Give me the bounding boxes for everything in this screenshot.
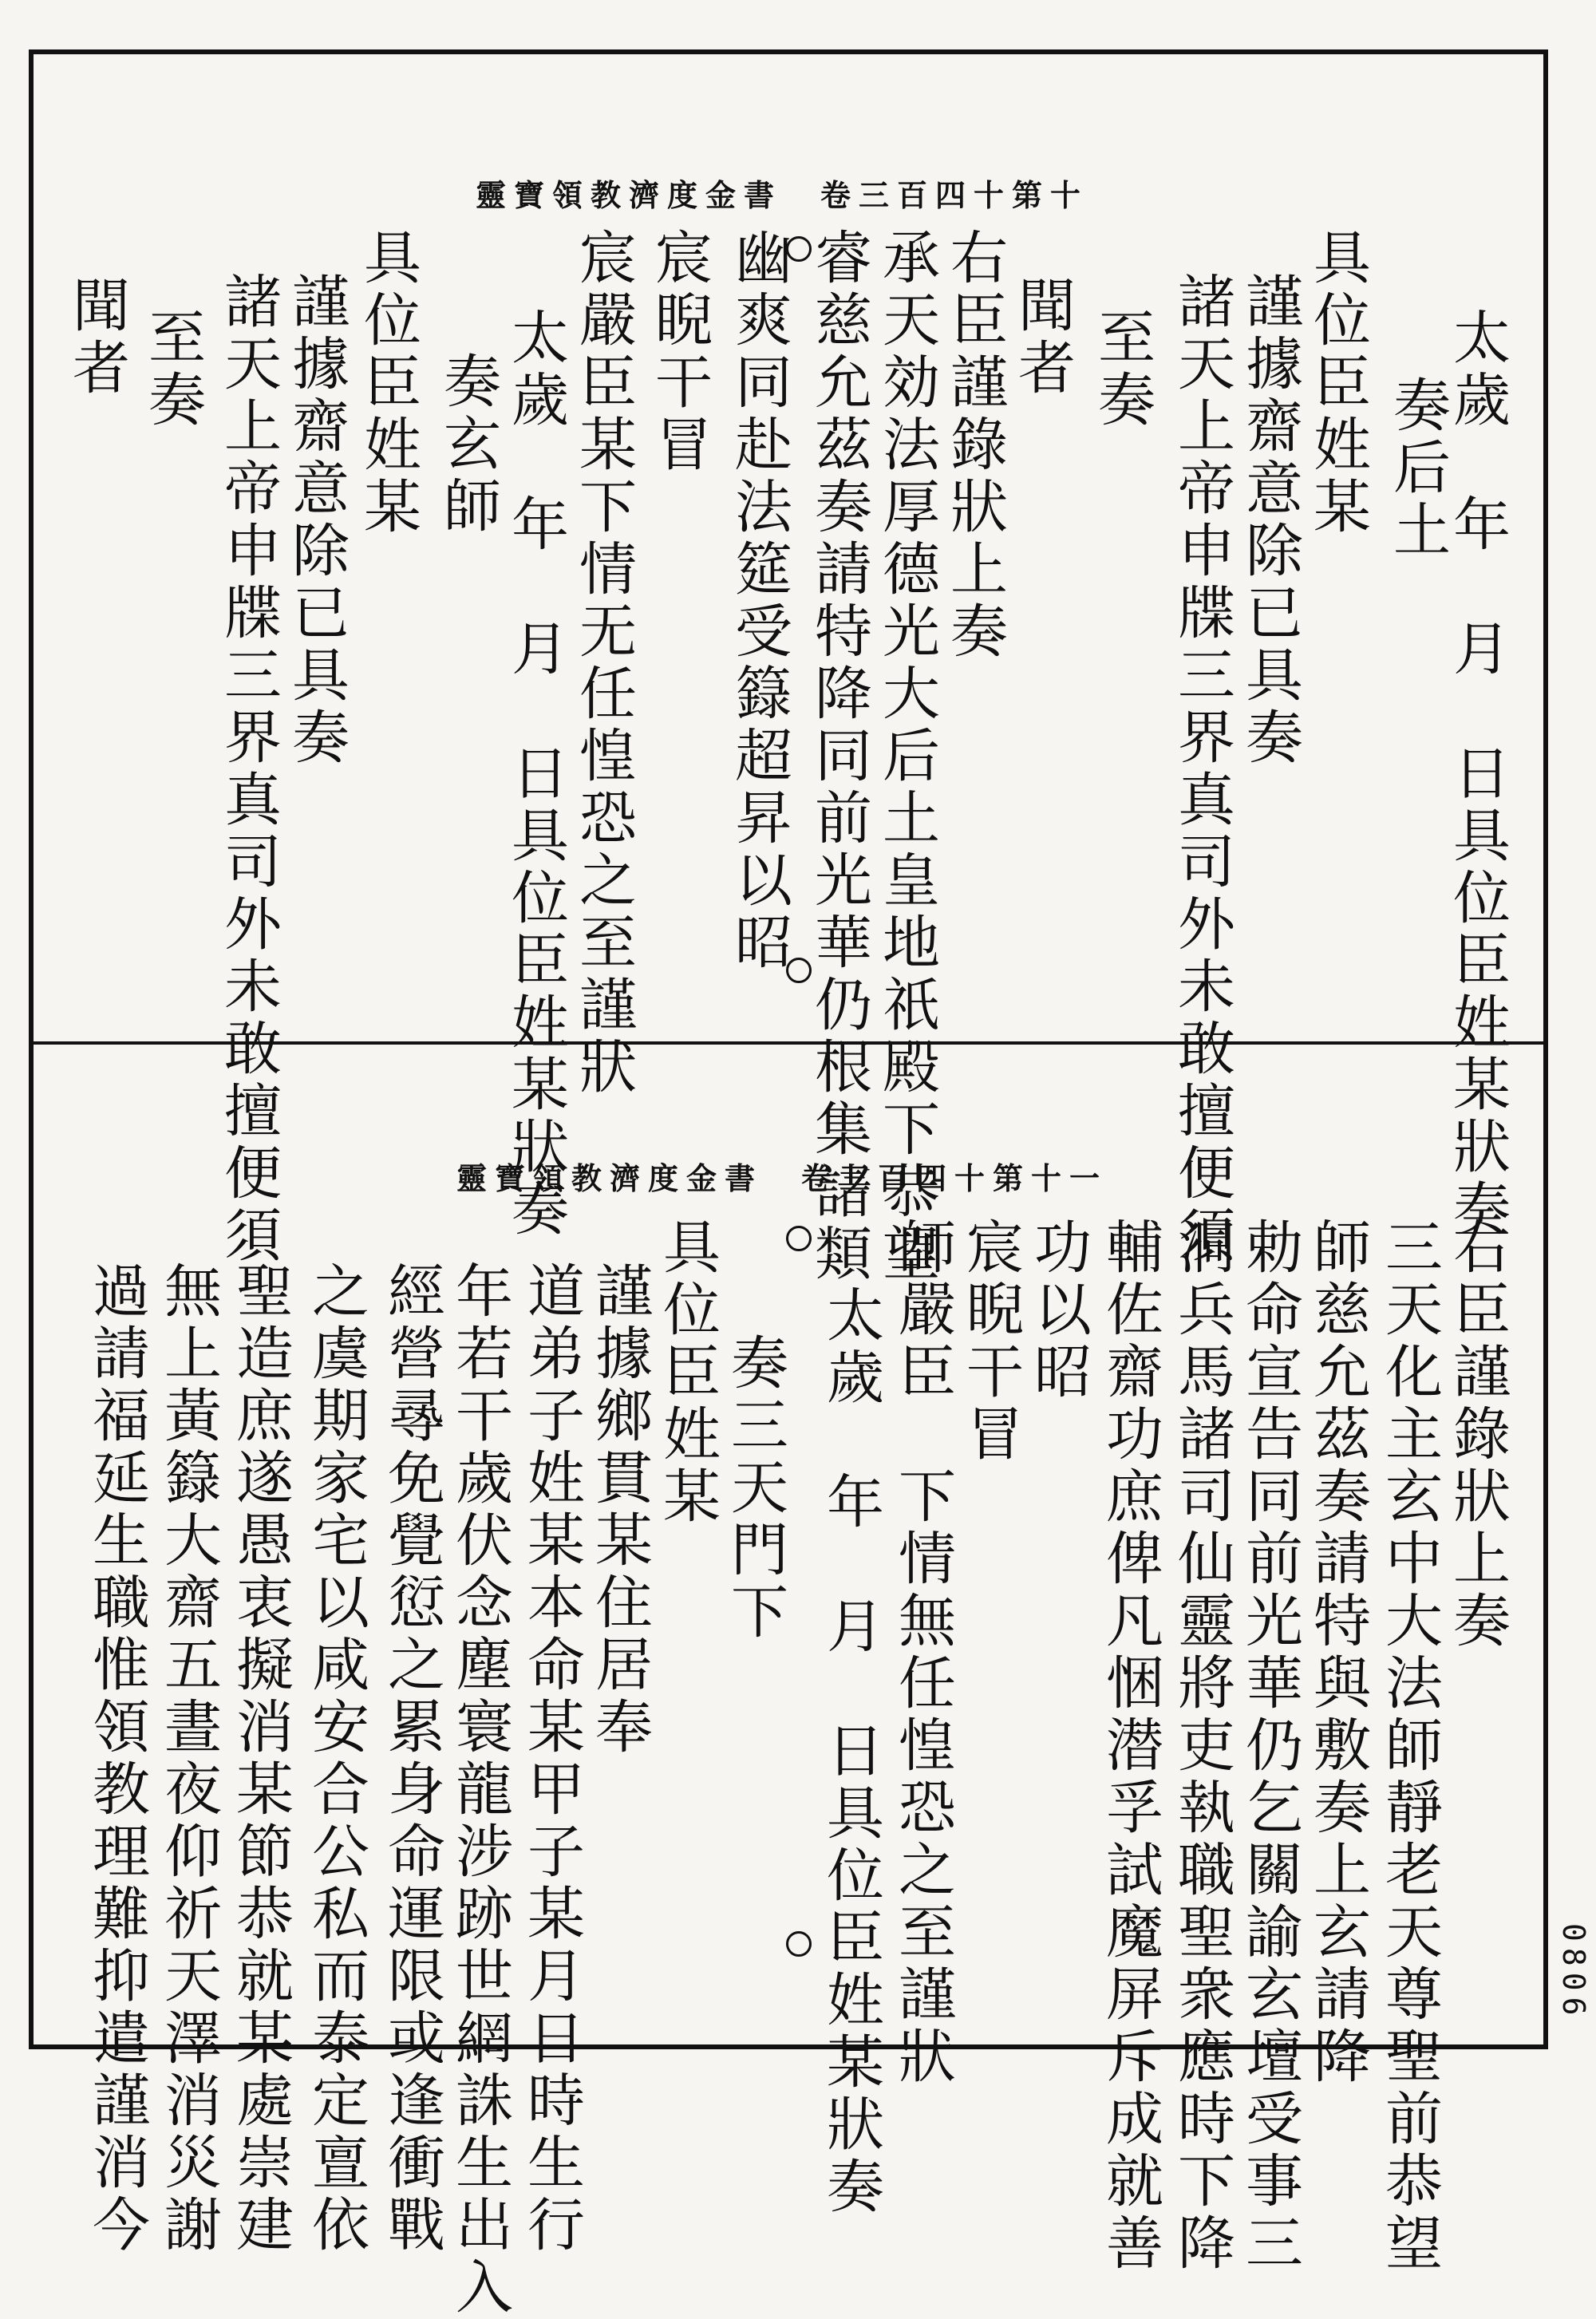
bottom-col-3: 師慈允茲奏請特與敷奏上玄請降 xyxy=(1304,1217,1371,2088)
top-col-14: 太歲 年 月 日具位臣姓某狀奏 xyxy=(502,307,569,1241)
bottom-col-16: 經營㝷免覺愆之累身命運限或逢衝戰 xyxy=(378,1261,445,2257)
top-col-4: 謹據齋意除已具奏 xyxy=(1236,271,1303,769)
top-col-1: 太歲 年 月 日具位臣姓某狀奏 xyxy=(1444,307,1511,1241)
bottom-col-7: 功以昭 xyxy=(1025,1217,1092,1404)
top-col-5: 諸天上帝申牒三界真司外未敢擅便須 xyxy=(1168,271,1235,1267)
top-col-9: 承天効法厚德光大后土皇地祇殿下恭望 xyxy=(873,227,940,1286)
top-col-12: 宸睨干冒 xyxy=(646,227,713,476)
top-col-20: 聞者 xyxy=(63,275,130,400)
top-col-19: 至奏 xyxy=(139,307,206,432)
bottom-col-13: 謹據鄉貫某住居奉 xyxy=(586,1261,653,1759)
bottom-col-12: 具位臣姓某 xyxy=(654,1217,721,1528)
top-col-17: 謹據齋意除已具奏 xyxy=(282,271,350,769)
top-leaf-header: 靈寶領教濟度金書 卷三百四十第十 xyxy=(475,177,1088,213)
top-col-8: 右臣謹錄狀上奏 xyxy=(941,227,1008,663)
bottom-col-19: 無上黃籙大齋五晝夜仰祈天澤消災謝 xyxy=(155,1261,222,2257)
bottom-col-20: 過請福延生職惟領教理難抑遣謹消今 xyxy=(83,1261,150,2257)
punctuation-circle xyxy=(786,236,812,262)
bottom-col-15: 年若干歲伏念塵寰龍涉跡世網誅生出入 xyxy=(446,1261,513,2319)
top-col-16: 具位臣姓某 xyxy=(354,227,421,539)
bottom-col-5: 洞兵馬諸司仙靈將吏執職聖衆應時下降 xyxy=(1168,1217,1235,2275)
page-number: 0806 xyxy=(1556,1923,1591,2022)
punctuation-circle xyxy=(786,958,812,983)
punctuation-circle xyxy=(786,1226,812,1251)
bottom-col-17: 之虞期家宅以咸安合公私而泰定亶依 xyxy=(302,1261,369,2257)
bottom-col-2: 三天化主玄中大法師靜老天尊聖前恭望 xyxy=(1376,1217,1443,2275)
bottom-leaf-header: 靈寶領教濟度金書 卷三百四十第十一 xyxy=(456,1160,1108,1196)
top-col-13: 宸嚴臣某下情无任惶恐之至謹狀 xyxy=(570,227,637,1099)
top-col-15: 奏玄師 xyxy=(434,351,501,538)
punctuation-circle xyxy=(786,1931,812,1957)
bottom-col-14: 道弟子姓某本命某甲子某月日時生行 xyxy=(518,1261,585,2257)
bottom-col-4: 勅命宣告同前光華仍乞關諭玄壇受事三 xyxy=(1236,1217,1303,2275)
top-col-7: 聞者 xyxy=(1009,275,1076,400)
top-col-3: 具位臣姓某 xyxy=(1304,227,1371,539)
top-col-2: 奏后土 xyxy=(1384,375,1451,562)
top-col-10: 睿慈允茲奏請特降同前光華仍根集諸類 xyxy=(805,227,872,1286)
bottom-col-1: 右臣謹錄狀上奏 xyxy=(1444,1217,1511,1653)
bottom-col-11: 奏三天門下 xyxy=(721,1333,788,1644)
top-col-11: 幽爽同赴法筵受籙超昇以昭 xyxy=(725,227,792,974)
bottom-col-6: 輔佐齋功庶俾凡悃潜孚試魔屏斥成就善 xyxy=(1096,1217,1163,2275)
bottom-col-9: 師嚴臣 下情無任惶恐之至謹狀 xyxy=(889,1217,956,2088)
bottom-col-18: 聖造庶遂愚衷擬消某節恭就某處崇建 xyxy=(227,1261,294,2257)
top-col-18: 諸天上帝申牒三界真司外未敢擅便須 xyxy=(215,271,282,1267)
bottom-col-10: 太歲 年 月 日具位臣姓某狀奏 xyxy=(817,1285,884,2218)
bottom-col-8: 宸睨干冒 xyxy=(957,1217,1024,1466)
top-col-6: 至奏 xyxy=(1088,307,1156,432)
